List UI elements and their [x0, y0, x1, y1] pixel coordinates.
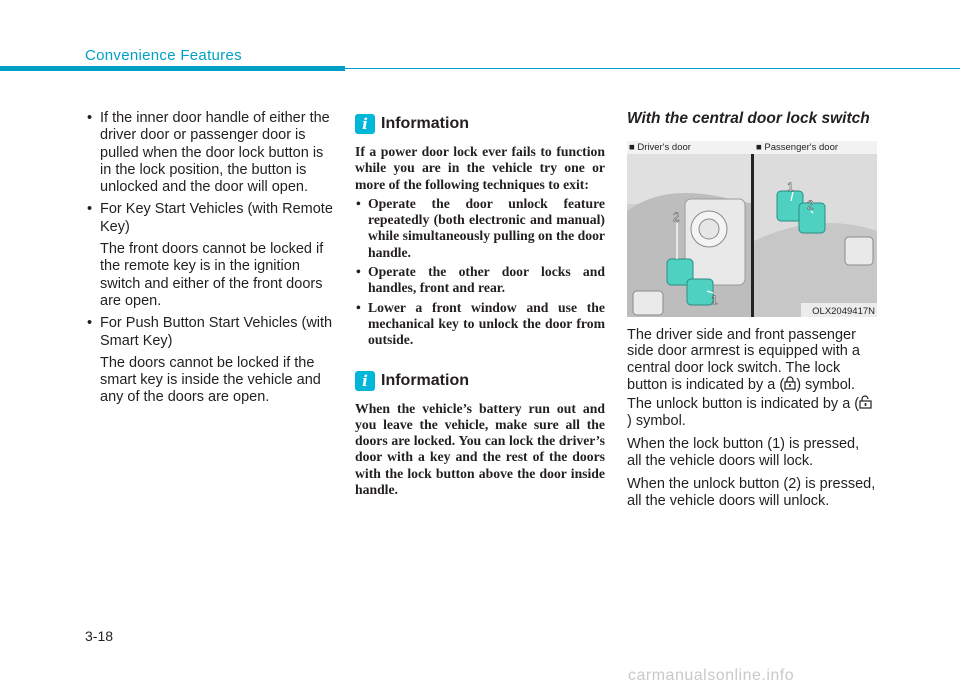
caption-passenger-door: ■ Passenger's door: [756, 142, 839, 153]
desc-part: ) symbol. The unlock button is indicated by a (: [627, 377, 860, 412]
desc-part: The driver side and front passenger side door armrest is equipped with a central door lock switch. The lock button is indicated by a (: [627, 327, 860, 394]
bullet-key-start: [85, 201, 335, 236]
page-number: 3-18: [85, 628, 114, 644]
information-icon: i: [355, 114, 375, 134]
info-item: • Operate the door unlock feature repeatedly (both electronic and manual) while simultaneously pulling on the door handle.: [355, 196, 605, 261]
info-heading-2: [355, 371, 605, 391]
info-title: Information: [381, 115, 469, 132]
info-item: • Lower a front window and use the mechanical key to unlock the door from outside.: [355, 300, 605, 349]
door-lock-switch-figure: [627, 141, 877, 317]
info-heading-1: [355, 114, 605, 134]
callout-1-driver: 1: [711, 293, 718, 307]
section-header-title: Convenience Features: [85, 47, 242, 64]
callout-1-passenger: 1: [787, 180, 794, 194]
door-lock-illustration: [627, 141, 877, 317]
callout-2-driver: 2: [673, 210, 680, 224]
bullet-text: If the inner door handle of either the driver door or passenger door is pulled when the door lock button is in the lock position, the button is unlocked and the door will open.: [100, 110, 330, 196]
key-start-text: The front doors cannot be locked if the remote key is in the ignition switch and either of the front doors are open.: [100, 241, 324, 309]
info-item: • Operate the other door locks and handles, front and rear.: [355, 264, 605, 297]
lock-icon: [784, 376, 796, 394]
bullet-text: For Push Button Start Vehicles (with Smart Key): [100, 315, 333, 349]
info-intro: If a power door lock ever fails to function while you are in the vehicle try one or more of the following techniques to exit:: [355, 144, 605, 192]
header-accent-bar: [0, 66, 345, 71]
unlock-icon: [859, 395, 873, 413]
information-icon: i: [355, 371, 375, 391]
bullet-inner-handle: [85, 110, 335, 196]
lock-button-text: When the lock button (1) is pressed, all the vehicle doors will lock.: [627, 436, 860, 469]
caption-driver-door: ■ Driver's door: [629, 142, 691, 153]
desc-part: ) symbol.: [627, 413, 686, 430]
bullet-text: For Key Start Vehicles (with Remote Key): [100, 201, 333, 235]
bullet-push-button: [85, 315, 335, 350]
subsection-title: With the central door lock switch: [627, 110, 870, 127]
info-title: Information: [381, 371, 469, 389]
push-button-text: The doors cannot be locked if the smart key is inside the vehicle and any of the doors are open.: [100, 354, 321, 406]
unlock-button-text: When the unlock button (2) is pressed, all the vehicle doors will unlock.: [627, 476, 876, 509]
callout-2-passenger: 2: [807, 198, 814, 212]
info-battery-text: When the vehicle’s battery run out and you leave the vehicle, make sure all the doors are locked. You can lock the driver’s door with a key and the rest of the doors with the lock button above the door inside handle.: [355, 400, 605, 498]
left-column: [85, 110, 335, 412]
figure-code: OLX2049417N: [812, 306, 875, 317]
header-rule: [345, 68, 960, 69]
right-column: [627, 110, 877, 509]
middle-column: [355, 114, 605, 498]
central-lock-description: [627, 327, 877, 429]
watermark-url: carmanualsonline.info: [628, 667, 795, 684]
